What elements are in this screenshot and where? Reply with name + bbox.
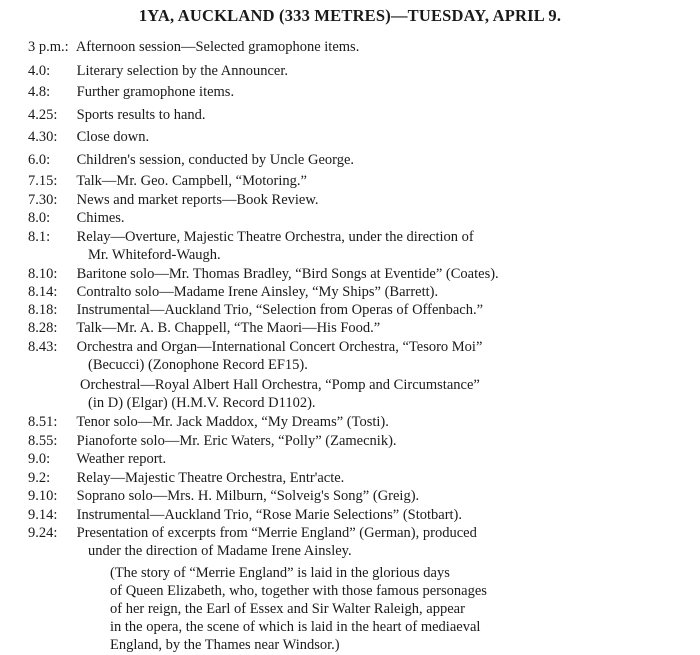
programme-entry xyxy=(28,450,693,469)
entry-time: 8.1: xyxy=(28,229,51,245)
page-title: 1YA, AUCKLAND (333 METRES)—TUESDAY, APRIL 9. xyxy=(138,6,562,25)
entry-text: Relay—Majestic Theatre Orchestra, Entr'acte. xyxy=(76,470,345,486)
entry-text: Contralto solo—Madame Irene Ainsley, “My Ships” (Barrett). xyxy=(76,284,439,300)
sub-item-line: Orchestral—Royal Albert Hall Orchestra, “Pomp and Circumstance” xyxy=(80,377,480,393)
entry-text: Talk—Mr. A. B. Chappell, “The Maori—His Food.” xyxy=(76,320,381,336)
programme-entry xyxy=(28,524,693,543)
entry-time: 6.0: xyxy=(28,152,51,168)
entry-time: 9.10: xyxy=(28,488,58,504)
entry-text: Baritone solo—Mr. Thomas Bradley, “Bird Songs at Eventide” (Coates). xyxy=(76,266,499,282)
entry-text: Chimes. xyxy=(76,210,125,226)
entry-time: 9.24: xyxy=(28,525,58,541)
programme-entry xyxy=(28,62,693,81)
programme-entry xyxy=(28,265,693,284)
entry-text: Close down. xyxy=(76,129,150,145)
entry-time: 8.10: xyxy=(28,266,58,282)
entry-time: 9.0: xyxy=(28,451,51,467)
entry-time: 8.0: xyxy=(28,210,51,226)
entry-time: 8.43: xyxy=(28,339,58,355)
programme-entry xyxy=(28,283,693,302)
entry-text: News and market reports—Book Review. xyxy=(76,192,319,208)
programme-entry xyxy=(28,506,693,525)
programme-entry xyxy=(28,432,693,451)
entry-continuation: (Becucci) (Zonophone Record EF15). xyxy=(88,357,308,373)
programme-entry xyxy=(28,38,693,57)
programme-entry xyxy=(28,228,693,247)
entry-time: 8.18: xyxy=(28,302,58,318)
entry-text: Instrumental—Auckland Trio, “Rose Marie Selections” (Stotbart). xyxy=(76,507,463,523)
story-note-line: (The story of “Merrie England” is laid in the glorious days xyxy=(110,565,450,581)
entry-time: 4.25: xyxy=(28,107,58,123)
sub-item-line: (in D) (Elgar) (H.M.V. Record D1102). xyxy=(88,395,316,411)
entry-text: Talk—Mr. Geo. Campbell, “Motoring.” xyxy=(76,173,307,189)
entry-time: 4.30: xyxy=(28,129,58,145)
entry-continuation: Mr. Whiteford-Waugh. xyxy=(88,247,221,263)
entry-text: Afternoon session—Selected gramophone items. xyxy=(75,39,360,55)
entry-text: Soprano solo—Mrs. H. Milburn, “Solveig's Song” (Greig). xyxy=(76,488,420,504)
entry-time: 7.15: xyxy=(28,173,58,189)
programme-entry xyxy=(28,151,693,170)
entry-time: 8.28: xyxy=(28,320,58,336)
programme-entry xyxy=(28,487,693,506)
programme-entry xyxy=(28,338,693,357)
programme-entry xyxy=(28,469,693,488)
entry-text: Instrumental—Auckland Trio, “Selection from Operas of Offenbach.” xyxy=(76,302,484,318)
story-note-line: of her reign, the Earl of Essex and Sir Walter Raleigh, appear xyxy=(110,601,465,617)
programme-entry xyxy=(28,301,693,320)
entry-time: 8.51: xyxy=(28,414,58,430)
entry-text: Children's session, conducted by Uncle George. xyxy=(76,152,355,168)
entry-time: 4.0: xyxy=(28,63,51,79)
entry-time: 7.30: xyxy=(28,192,58,208)
entry-time: 8.55: xyxy=(28,433,58,449)
programme-entry xyxy=(28,319,693,338)
programme-entry xyxy=(28,83,693,102)
entry-text: Tenor solo—Mr. Jack Maddox, “My Dreams” (Tosti). xyxy=(76,414,389,430)
programme-entry xyxy=(28,128,693,147)
entry-time: 8.14: xyxy=(28,284,58,300)
entry-text: Weather report. xyxy=(76,451,167,467)
entry-text: Orchestra and Organ—International Concert Orchestra, “Tesoro Moi” xyxy=(76,339,483,355)
programme-entry xyxy=(28,209,693,228)
programme-entry xyxy=(28,106,693,125)
entry-text: Literary selection by the Announcer. xyxy=(76,63,289,79)
entry-time: 9.2: xyxy=(28,470,51,486)
programme-entry xyxy=(28,172,693,191)
story-note-line: in the opera, the scene of which is laid in the heart of mediaeval xyxy=(110,619,481,635)
entry-time: 9.14: xyxy=(28,507,58,523)
entry-text: Presentation of excerpts from “Merrie England” (German), produced xyxy=(76,525,477,541)
programme-entry xyxy=(28,413,693,432)
story-note-line: of Queen Elizabeth, who, together with those famous personages xyxy=(110,583,487,599)
entry-time: 3 p.m.: xyxy=(28,39,69,55)
entry-text: Further gramophone items. xyxy=(76,84,235,100)
entry-text: Sports results to hand. xyxy=(76,107,206,123)
story-note-line: England, by the Thames near Windsor.) xyxy=(110,637,340,653)
entry-text: Pianoforte solo—Mr. Eric Waters, “Polly” (Zamecnik). xyxy=(76,433,397,449)
entry-time: 4.8: xyxy=(28,84,51,100)
entry-text: Relay—Overture, Majestic Theatre Orchestra, under the direction of xyxy=(76,229,474,245)
entry-continuation: under the direction of Madame Irene Ainsley. xyxy=(88,543,352,559)
programme-entry xyxy=(28,191,693,210)
